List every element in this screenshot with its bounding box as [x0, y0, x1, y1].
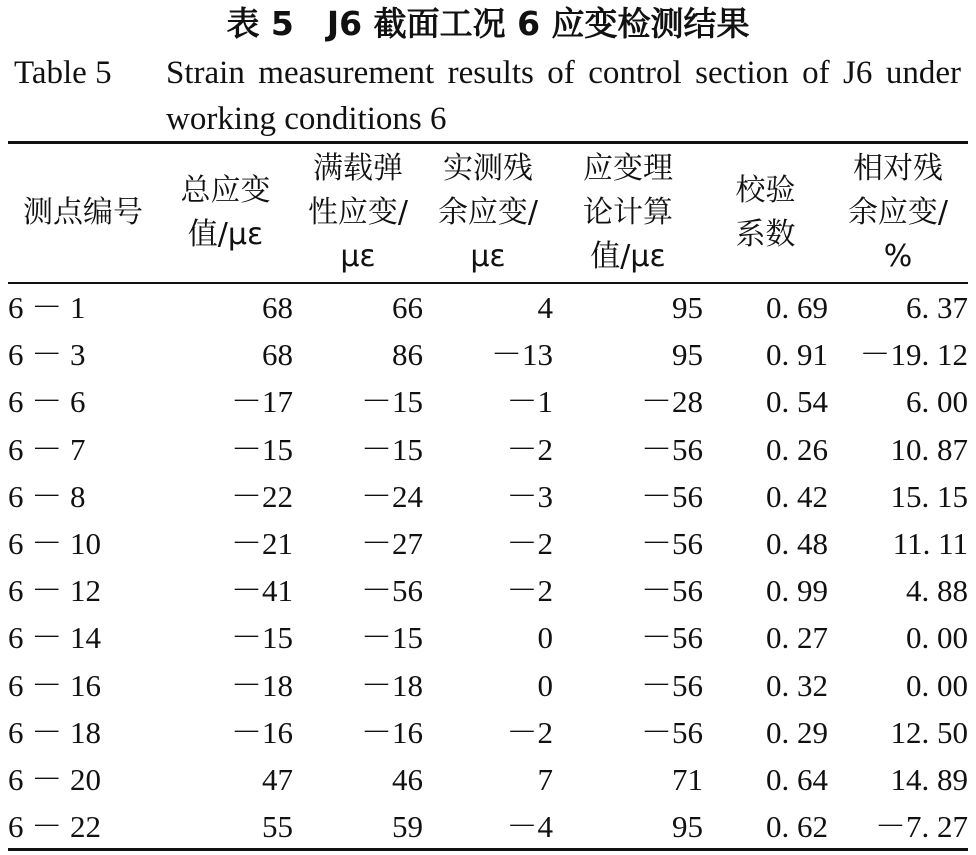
cell-total-strain: －22 [231, 478, 293, 514]
cell-check-coefficient: 0. 91 [766, 337, 828, 373]
cell-total-strain: 47 [262, 761, 293, 797]
cell-point-id: 6 － 10 [8, 526, 101, 562]
cell-check-coefficient: 0. 42 [766, 478, 828, 514]
cell-residual-strain: －2 [506, 526, 553, 562]
cell-point-id: 6 － 16 [8, 667, 101, 703]
cell-theoretical-strain: －28 [641, 384, 703, 420]
cell-check-coefficient: 0. 27 [766, 620, 828, 656]
table-row [8, 803, 968, 850]
cell-theoretical-strain: －56 [641, 620, 703, 656]
cell-point-id: 6 － 3 [8, 337, 86, 373]
header-line: 实测残 [443, 151, 533, 186]
cell-elastic-strain: 86 [392, 337, 423, 373]
table-row [8, 331, 968, 378]
cell-elastic-strain: －18 [361, 667, 423, 703]
cell-relative-residual-strain: 15. 15 [890, 478, 968, 514]
cell-total-strain: －21 [231, 526, 293, 562]
cell-elastic-strain: －15 [361, 620, 423, 656]
cell-total-strain: 68 [262, 290, 293, 326]
cell-check-coefficient: 0. 54 [766, 384, 828, 420]
table-row [8, 378, 968, 425]
cell-relative-residual-strain: 14. 89 [890, 761, 968, 797]
cell-point-id: 6 － 1 [8, 290, 86, 326]
header-line: 系数 [735, 217, 796, 252]
table-row [8, 662, 968, 709]
cell-theoretical-strain: －56 [641, 431, 703, 467]
header-line: με [470, 239, 506, 274]
cell-check-coefficient: 0. 69 [766, 290, 828, 326]
header-line: 满载弹 [313, 151, 403, 186]
cell-residual-strain: －4 [506, 809, 553, 845]
header-line: 余应变/ [437, 195, 539, 230]
cell-total-strain: 55 [262, 809, 293, 845]
cell-residual-strain: －2 [506, 431, 553, 467]
cell-elastic-strain: －16 [361, 714, 423, 750]
cell-point-id: 6 － 12 [8, 573, 101, 609]
cell-point-id: 6 － 18 [8, 714, 101, 750]
cell-elastic-strain: 59 [392, 809, 423, 845]
cell-relative-residual-strain: 12. 50 [890, 714, 968, 750]
cell-relative-residual-strain: 0. 00 [906, 667, 968, 703]
cell-total-strain: －18 [231, 667, 293, 703]
cell-total-strain: 68 [262, 337, 293, 373]
cell-residual-strain: －1 [506, 384, 553, 420]
header-check-coefficient [703, 144, 828, 283]
cell-point-id: 6 － 6 [8, 384, 86, 420]
cell-theoretical-strain: －56 [641, 573, 703, 609]
strain-results-table [8, 144, 968, 850]
header-relative-residual-strain [828, 144, 968, 283]
header-row [8, 144, 968, 283]
cell-residual-strain: －2 [506, 714, 553, 750]
cell-point-id: 6 － 14 [8, 620, 101, 656]
cell-theoretical-strain: －56 [641, 667, 703, 703]
cell-elastic-strain: 66 [392, 290, 423, 326]
header-line: με [340, 239, 376, 274]
cell-elastic-strain: 46 [392, 761, 423, 797]
header-elastic-strain [293, 144, 423, 283]
table-row [8, 709, 968, 756]
cell-point-id: 6 － 20 [8, 761, 101, 797]
cell-theoretical-strain: 95 [672, 290, 703, 326]
cell-residual-strain: 0 [537, 620, 553, 656]
cell-point-id: 6 － 7 [8, 431, 86, 467]
cell-residual-strain: －13 [491, 337, 553, 373]
header-theoretical-strain [553, 144, 703, 283]
cell-total-strain: －15 [231, 620, 293, 656]
cell-theoretical-strain: －56 [641, 714, 703, 750]
header-line: 论计算 [583, 195, 673, 230]
cell-total-strain: －16 [231, 714, 293, 750]
cell-check-coefficient: 0. 99 [766, 573, 828, 609]
cell-check-coefficient: 0. 32 [766, 667, 828, 703]
header-total-strain [158, 144, 293, 283]
cell-elastic-strain: －27 [361, 526, 423, 562]
cell-check-coefficient: 0. 62 [766, 809, 828, 845]
cell-relative-residual-strain: －7. 27 [875, 809, 968, 845]
cell-relative-residual-strain: 0. 00 [906, 620, 968, 656]
header-line: 余应变/ [847, 195, 949, 230]
cell-check-coefficient: 0. 26 [766, 431, 828, 467]
cell-total-strain: －15 [231, 431, 293, 467]
header-line: % [883, 239, 913, 274]
cell-elastic-strain: －15 [361, 384, 423, 420]
cell-relative-residual-strain: 11. 11 [892, 526, 968, 562]
header-line: 值/με [187, 217, 264, 252]
header-line: 性应变/ [307, 195, 409, 230]
table-row [8, 520, 968, 567]
cell-relative-residual-strain: 4. 88 [906, 573, 968, 609]
table-row [8, 614, 968, 661]
header-line: 应变理 [583, 151, 673, 186]
header-residual-strain [423, 144, 553, 283]
cell-check-coefficient: 0. 29 [766, 714, 828, 750]
header-point-id [8, 144, 158, 283]
cell-total-strain: －17 [231, 384, 293, 420]
caption-label: Table 5 [14, 55, 112, 91]
cell-point-id: 6 － 8 [8, 478, 86, 514]
cell-elastic-strain: －15 [361, 431, 423, 467]
caption-text: Strain measurement results of control section of J6 under working conditions 6 [166, 55, 961, 137]
header-line: 测点编号 [23, 195, 143, 230]
cell-relative-residual-strain: 10. 87 [890, 431, 968, 467]
table-title-chinese: 表 5 J6 截面工况 6 应变检测结果 [226, 4, 750, 43]
cell-theoretical-strain: 95 [672, 809, 703, 845]
header-line: 总应变 [180, 173, 271, 208]
table-row [8, 756, 968, 803]
cell-check-coefficient: 0. 48 [766, 526, 828, 562]
cell-residual-strain: 7 [537, 761, 553, 797]
table-row [8, 426, 968, 473]
cell-elastic-strain: －24 [361, 478, 423, 514]
table-row [8, 567, 968, 614]
cell-check-coefficient: 0. 64 [766, 761, 828, 797]
cell-relative-residual-strain: 6. 00 [906, 384, 968, 420]
header-line: 值/με [590, 239, 666, 274]
header-line: 相对残 [853, 151, 943, 186]
table-body [8, 283, 968, 850]
table-row [8, 283, 968, 331]
cell-residual-strain: －3 [506, 478, 553, 514]
header-line: 校验 [735, 173, 796, 208]
cell-theoretical-strain: －56 [641, 478, 703, 514]
cell-residual-strain: 4 [537, 290, 553, 326]
cell-residual-strain: 0 [537, 667, 553, 703]
cell-residual-strain: －2 [506, 573, 553, 609]
cell-theoretical-strain: 71 [672, 761, 703, 797]
cell-theoretical-strain: －56 [641, 526, 703, 562]
cell-total-strain: －41 [231, 573, 293, 609]
cell-theoretical-strain: 95 [672, 337, 703, 373]
cell-point-id: 6 － 22 [8, 809, 101, 845]
cell-elastic-strain: －56 [361, 573, 423, 609]
cell-relative-residual-strain: －19. 12 [859, 337, 968, 373]
cell-relative-residual-strain: 6. 37 [906, 290, 968, 326]
table-row [8, 473, 968, 520]
